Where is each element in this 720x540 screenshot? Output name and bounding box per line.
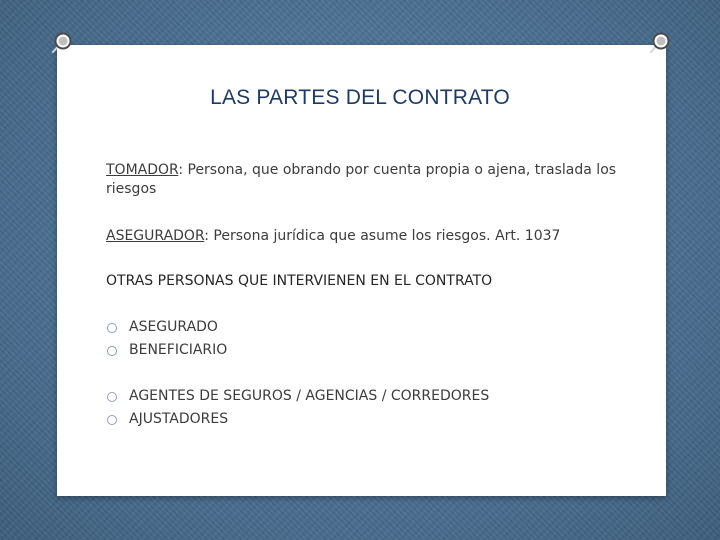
bullet-circle-icon [107, 323, 117, 333]
asegurador-term: ASEGURADOR [106, 228, 205, 244]
bullet-list-primary [106, 318, 227, 364]
tomador-text: : Persona, que obrando por cuenta propia o ajena, traslada los riesgos [106, 162, 617, 197]
list-item-label: ASEGURADO [129, 319, 218, 335]
other-parties-heading: OTRAS PERSONAS QUE INTERVIENEN EN EL CONTRATO [106, 273, 493, 289]
list-item [106, 318, 227, 341]
pushpin-left-icon [48, 30, 74, 56]
bullet-circle-icon [107, 346, 117, 356]
list-item [106, 410, 489, 433]
tomador-term: TOMADOR [106, 162, 179, 178]
list-item-label: BENEFICIARIO [129, 342, 228, 358]
list-item [106, 341, 227, 364]
list-item [106, 387, 489, 410]
bullet-circle-icon [107, 415, 117, 425]
list-item-label: AJUSTADORES [129, 411, 229, 427]
bullet-list-secondary [106, 387, 489, 433]
slide-title: LAS PARTES DEL CONTRATO [210, 86, 510, 109]
tomador-definition [106, 161, 626, 199]
asegurador-definition [106, 227, 626, 246]
bullet-circle-icon [107, 392, 117, 402]
asegurador-text: : Persona jurídica que asume los riesgos. Art. 1037 [204, 228, 561, 244]
pushpin-right-icon [646, 30, 672, 56]
list-item-label: AGENTES DE SEGUROS / AGENCIAS / CORREDORES [129, 388, 490, 404]
